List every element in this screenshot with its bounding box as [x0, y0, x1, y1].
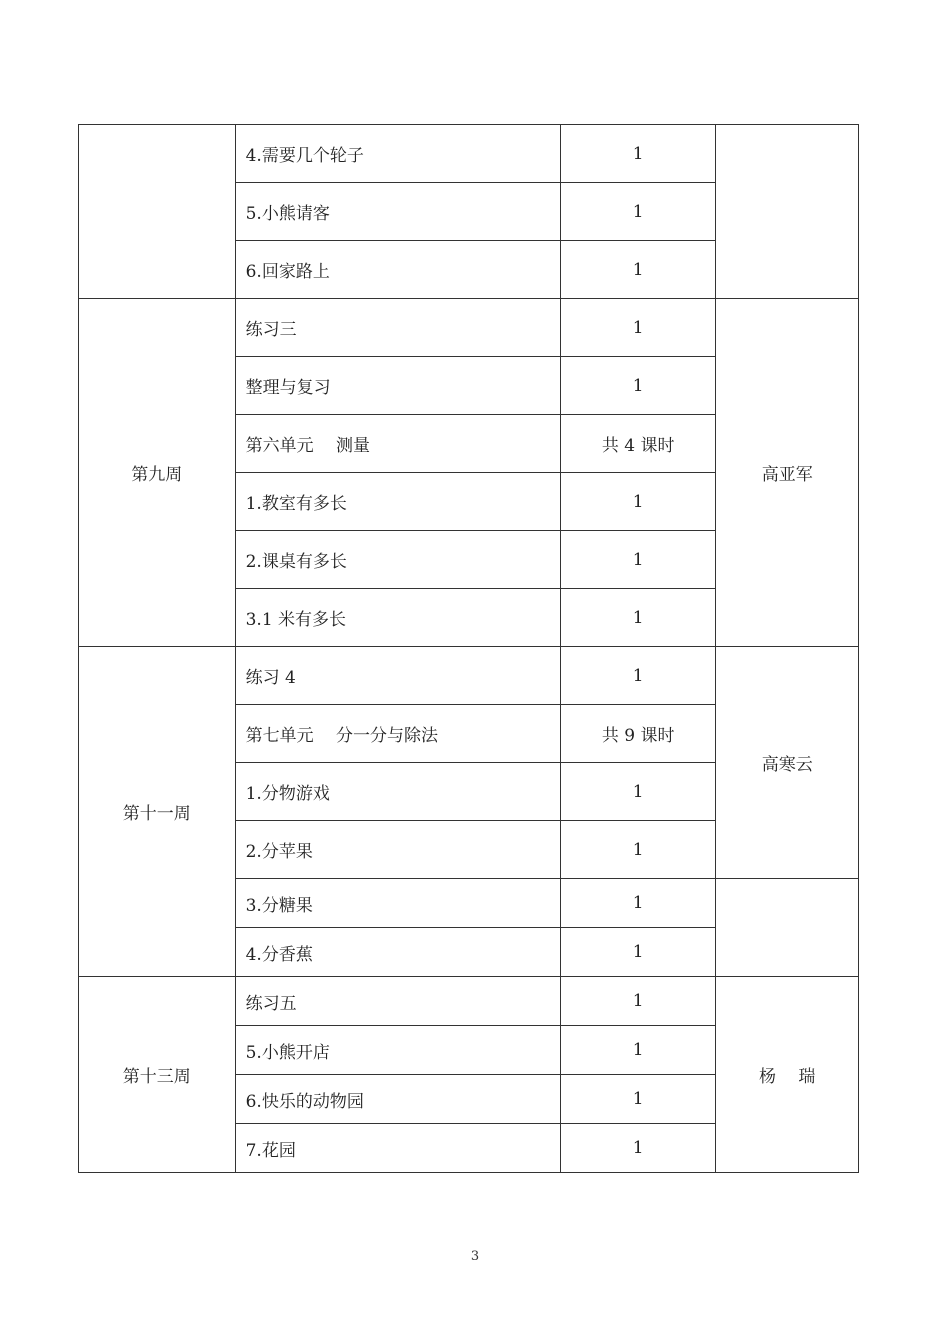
lesson-cell: 整理与复习: [235, 357, 560, 415]
hours-cell: 1: [560, 1124, 716, 1173]
hours-cell: 1: [560, 977, 716, 1026]
unit-heading-cell: 第七单元 分一分与除法: [235, 705, 560, 763]
lesson-cell: 练习 4: [235, 647, 560, 705]
lesson-cell: 5.小熊请客: [235, 183, 560, 241]
hours-cell: 1: [560, 763, 716, 821]
lesson-cell: 7.花园: [235, 1124, 560, 1173]
lesson-cell: 1.教室有多长: [235, 473, 560, 531]
lesson-cell: 3.1 米有多长: [235, 589, 560, 647]
hours-cell: 1: [560, 1075, 716, 1124]
lesson-cell: 4.需要几个轮子: [235, 125, 560, 183]
lesson-cell: 练习三: [235, 299, 560, 357]
teacher-cell-empty: [716, 879, 859, 977]
hours-cell: 1: [560, 531, 716, 589]
lesson-cell: 4.分香蕉: [235, 928, 560, 977]
lesson-cell: 1.分物游戏: [235, 763, 560, 821]
week-cell: 第十一周: [79, 647, 236, 977]
hours-cell: 1: [560, 879, 716, 928]
lesson-cell: 3.分糖果: [235, 879, 560, 928]
hours-cell: 1: [560, 241, 716, 299]
hours-cell: 1: [560, 589, 716, 647]
hours-cell: 1: [560, 183, 716, 241]
lesson-cell: 2.课桌有多长: [235, 531, 560, 589]
lesson-cell: 2.分苹果: [235, 821, 560, 879]
week-cell: [79, 125, 236, 299]
table-row: [79, 299, 859, 357]
unit-heading-cell: 第六单元 测量: [235, 415, 560, 473]
teacher-cell: [716, 125, 859, 299]
table-row: [79, 977, 859, 1026]
hours-cell: 1: [560, 928, 716, 977]
lesson-cell: 5.小熊开店: [235, 1026, 560, 1075]
teacher-cell: 高寒云: [716, 647, 859, 879]
hours-cell: 1: [560, 647, 716, 705]
page-number: 3: [470, 1249, 480, 1264]
table-row: [79, 125, 859, 183]
hours-cell: 1: [560, 821, 716, 879]
hours-cell: 共 4 课时: [560, 415, 716, 473]
hours-cell: 1: [560, 1026, 716, 1075]
teacher-cell: 杨 瑞: [716, 977, 859, 1173]
table-row: [79, 647, 859, 705]
schedule-table: [78, 124, 859, 1173]
week-cell: 第十三周: [79, 977, 236, 1173]
lesson-cell: 练习五: [235, 977, 560, 1026]
lesson-cell: 6.回家路上: [235, 241, 560, 299]
hours-cell: 1: [560, 299, 716, 357]
hours-cell: 1: [560, 357, 716, 415]
teacher-cell: 高亚军: [716, 299, 859, 647]
week-cell: 第九周: [79, 299, 236, 647]
hours-cell: 1: [560, 125, 716, 183]
lesson-cell: 6.快乐的动物园: [235, 1075, 560, 1124]
hours-cell: 1: [560, 473, 716, 531]
hours-cell: 共 9 课时: [560, 705, 716, 763]
